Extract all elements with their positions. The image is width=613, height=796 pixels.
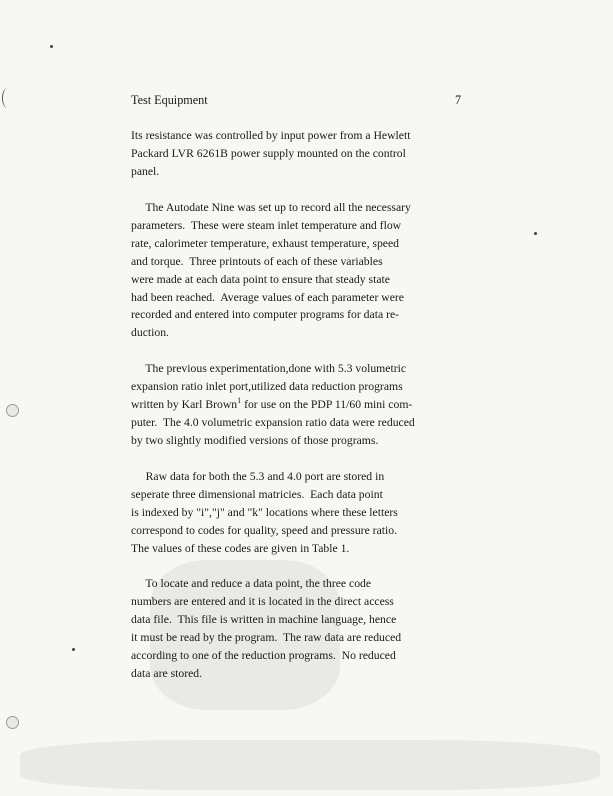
text-line: duction. (131, 326, 169, 340)
text-line: panel. (131, 164, 160, 178)
text-line: puter. The 4.0 volumetric expansion ratio data were reduced (131, 415, 415, 429)
text-line: The previous experimentation,done with 5.3 volumetric (131, 362, 407, 375)
text-line: data are stored. (131, 666, 203, 680)
scan-speck (72, 648, 75, 651)
paragraph-3 (131, 360, 521, 450)
text-line: expansion ratio inlet port,utilized data reduction programs (131, 379, 403, 393)
text-line: Packard LVR 6261B power supply mounted on the control (131, 146, 406, 160)
text-fragment: for use on the PDP 11/60 mini com- (241, 397, 413, 411)
paragraph-1 (131, 127, 521, 181)
text-line: correspond to codes for quality, speed and pressure ratio. (131, 523, 398, 537)
page-number: 7 (455, 93, 462, 107)
text-line: The values of these codes are given in Table 1. (131, 541, 350, 555)
paragraph-4 (131, 468, 521, 558)
text-line: numbers are entered and it is located in the direct access (131, 594, 394, 608)
text-line: Its resistance was controlled by input power from a Hewlett (131, 129, 411, 142)
footnote-reference: 1 (237, 395, 242, 405)
paper-edge-mark (2, 88, 13, 108)
running-header-title: Test Equipment (131, 93, 208, 107)
text-line: data file. This file is written in machine language, hence (131, 612, 397, 626)
text-line: Raw data for both the 5.3 and 4.0 port are stored in (131, 470, 385, 483)
paragraph-5 (131, 575, 521, 682)
text-line: parameters. These were steam inlet temperature and flow (131, 218, 402, 232)
binder-hole-bottom (6, 716, 19, 729)
text-line: it must be read by the program. The raw data are reduced (131, 630, 402, 644)
text-line: The Autodate Nine was set up to record all the necessary (131, 201, 411, 214)
text-fragment: written by Karl Brown (131, 397, 238, 411)
scan-noise (20, 740, 600, 790)
text-line: recorded and entered into computer programs for data re- (131, 308, 400, 322)
text-line (131, 396, 521, 414)
text-line: seperate three dimensional matricies. Each data point (131, 487, 383, 501)
text-line: had been reached. Average values of each parameter were (131, 290, 404, 304)
text-line: by two slightly modified versions of those programs. (131, 433, 379, 447)
scan-speck (534, 232, 537, 235)
text-line: rate, calorimeter temperature, exhaust temperature, speed (131, 236, 400, 250)
text-line: according to one of the reduction programs. No reduced (131, 648, 396, 662)
text-line: To locate and reduce a data point, the three code (131, 577, 372, 590)
text-line: is indexed by "i","j" and "k" locations where these letters (131, 505, 398, 519)
paragraph-2 (131, 199, 521, 342)
scan-speck (50, 45, 53, 48)
text-line: were made at each data point to ensure that steady state (131, 272, 390, 286)
binder-hole-middle (6, 404, 19, 417)
text-line: and torque. Three printouts of each of these variables (131, 254, 383, 268)
